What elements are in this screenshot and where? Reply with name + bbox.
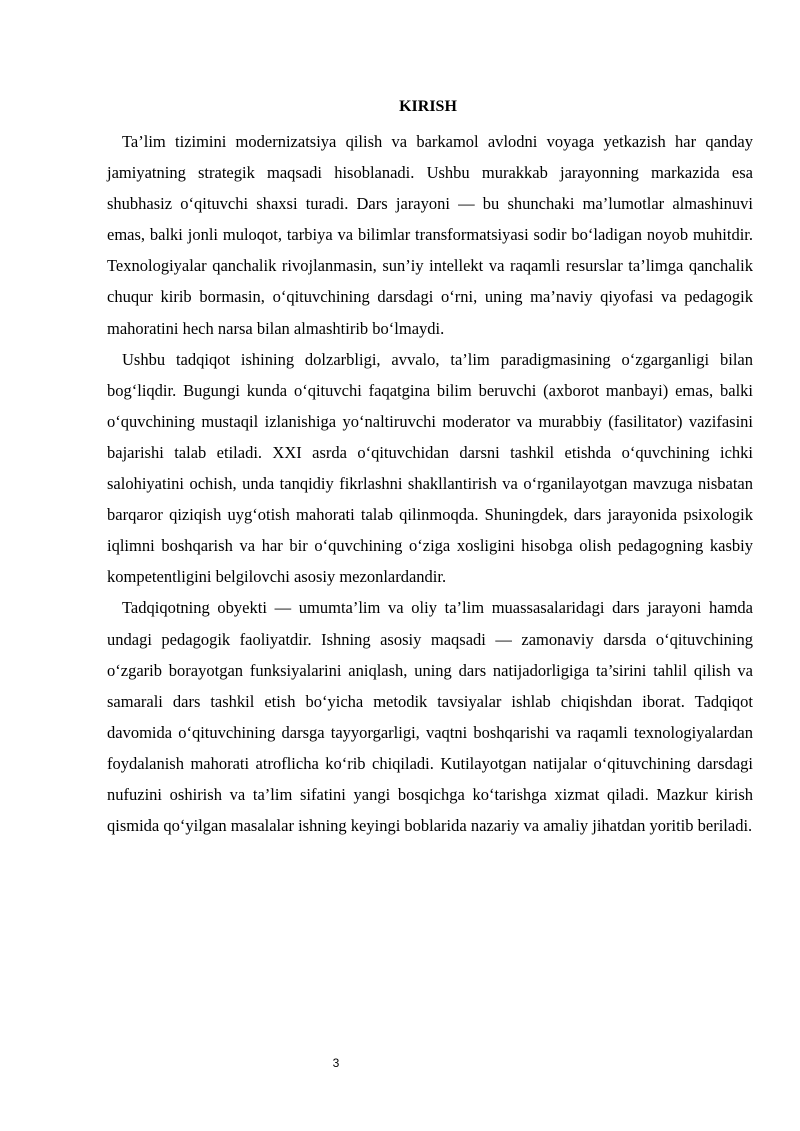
paragraph-2: Ushbu tadqiqot ishining dolzarbligi, avvalo, ta’lim paradigmasining o‘zgarganligi bilan bog‘liqdir. Bugungi kunda o‘qituvchi faqatgina bilim beruvchi (axborot manbayi) emas, balki o‘quvchining mustaqil izlanishiga yo‘naltiruvchi moderator va murabbiy (fasilitator) vazifasini bajarishi talab etiladi. XXI asrda o‘qituvchidan darsni tashkil etishda o‘quvchining ichki salohiyatini ochish, unda tanqidiy fikrlashni shakllantirish va o‘rganilayotgan mavzuga nisbatan barqaror qiziqish uyg‘otish mahorati talab qilinmoqda. Shuningdek, dars jarayonida psixologik iqlimni boshqarish va har bir o‘quvchining o‘ziga xosligini hisobga olish pedagogning kasbiy kompetentligini belgilovchi asosiy mezonlardandir.	[107, 349, 753, 587]
paragraph-1: Ta’lim tizimini modernizatsiya qilish va barkamol avlodni voyaga yetkazish har qanday jamiyatning strategik maqsadi hisoblanadi. Ushbu murakkab jarayonning markazida esa shubhasiz o‘qituvchi shaxsi turadi. Dars jarayoni — bu shunchaki ma’lumotlar almashinuvi emas, balki jonli muloqot, tarbiya va bilimlar transformatsiyasi sodir bo‘ladigan noyob muhitdir. Texnologiyalar qanchalik rivojlanmasin, sun’iy intellekt va raqamli resurslar ta’limga qanchalik chuqur kirib bormasin, o‘qituvchining darsdagi o‘rni, uning ma’naviy qiyofasi va pedagogik mahoratini hech narsa bilan almashtirib bo‘lmaydi.	[107, 132, 753, 338]
section-heading: KIRISH	[399, 98, 457, 115]
page-number: 3	[332, 1056, 340, 1070]
paragraph-3: Tadqiqotning obyekti — umumta’lim va oliy ta’lim muassasalaridagi dars jarayoni hamda undagi pedagogik faoliyatdir. Ishning asosiy maqsadi — zamonaviy darsda o‘qituvchining o‘zgarib borayotgan funksiyalarini aniqlash, uning dars natijadorligiga ta’sirini tahlil qilish va samarali dars tashkil etish bo‘yicha metodik tavsiyalar ishlab chiqishdan iborat. Tadqiqot davomida o‘qituvchining darsga tayyorgarligi, vaqtni boshqarishi va raqamli texnologiyalardan foydalanish mahorati atroflicha ko‘rib chiqiladi. Kutilayotgan natijalar o‘qituvchining darsdagi nufuzini oshirish va ta’lim sifatini yangi bosqichga ko‘tarishga xizmat qiladi. Mazkur kirish qismida qo‘yilgan masalalar ishning keyingi boblarida nazariy va amaliy jihatdan yoritib beriladi.	[107, 598, 753, 836]
body-text	[107, 126, 753, 841]
